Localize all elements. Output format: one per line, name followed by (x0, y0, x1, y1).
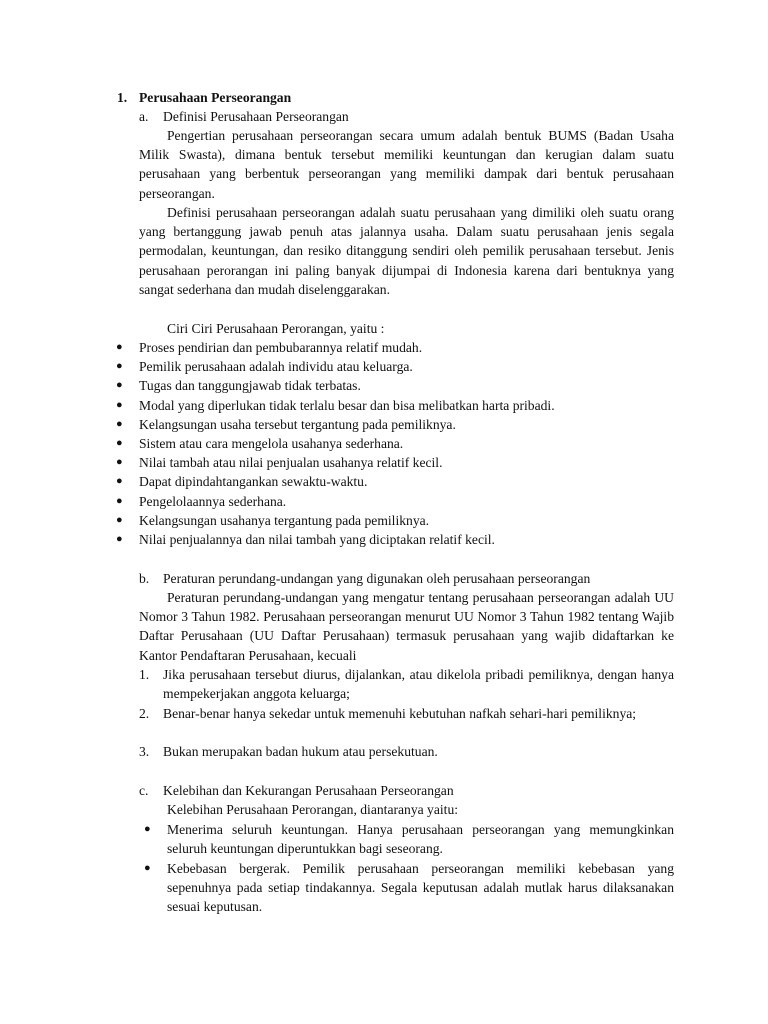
section-number: 1. (117, 90, 128, 105)
list-item: ● Modal yang diperlukan tidak terlalu besar dan bisa melibatkan harta pribadi. (116, 397, 555, 413)
section-title: Perusahaan Perseorangan (139, 90, 292, 105)
paragraph-b-1: Peraturan perundang-undangan yang mengatur tentang perusahaan perseorangan adalah UU Nomor 3 Tahun 1982. Perusahaan perseorangan menurut UU Nomor 3 Tahun 1982 tentang Wajib Daftar Perusahaan (UU Daftar Perusahaan) termasuk perusahaan yang wajib didaftarkan ke Kantor Pendaftaran Perusahaan, kecuali (139, 590, 674, 663)
ciri-intro: Ciri Ciri Perusahaan Perorangan, yaitu : (167, 321, 385, 336)
subsection-c-letter: c. (139, 783, 149, 798)
subsection-a-letter: a. (139, 109, 149, 124)
numbered-item: 2. Benar-benar hanya sekedar untuk memenuhi kebutuhan nafkah sehari-hari pemiliknya; (139, 706, 637, 721)
subsection-b-letter: b. (139, 571, 150, 586)
list-item: ● Nilai penjualannya dan nilai tambah yang diciptakan relatif kecil. (116, 531, 495, 547)
paragraph-a-2: Definisi perusahaan perseorangan adalah suatu perusahaan yang dimiliki oleh suatu orang yang bertanggung jawab penuh atas jalannya usaha. Dalam suatu perusahaan jenis segala permodalan, keuntungan, dan resiko ditanggung sendiri oleh pemilik perusahaan tersebut. Jenis perusahaan perorangan ini paling banyak dijumpai di Indonesia karena dari bentuknya yang sangat sederhana dan mudah diselenggarakan. (139, 205, 674, 297)
numbered-item: 3. Bukan merupakan badan hukum atau persekutuan. (139, 744, 438, 759)
numbered-item: 1. Jika perusahaan tersebut diurus, dijalankan, atau dikelola pribadi pemiliknya, dengan hanya mempekerjakan anggota keluarga; (139, 667, 674, 702)
list-item: ● Nilai tambah atau nilai penjualan usahanya relatif kecil. (116, 455, 443, 471)
list-item: ● Tugas dan tanggungjawab tidak terbatas. (116, 378, 361, 394)
list-item: ● Kelangsungan usahanya tergantung pada pemiliknya. (116, 512, 430, 528)
list-item: ● Proses pendirian dan pembubarannya relatif mudah. (116, 340, 423, 355)
ciri-list (0, 338, 700, 549)
kelebihan-intro: Kelebihan Perusahaan Perorangan, diantaranya yaitu: (167, 802, 459, 817)
list-item: ● Kebebasan bergerak. Pemilik perusahaan perseorangan memiliki kebebasan yang sepenuhnya pada setiap tindakannya. Segala keputusan adalah mutlak harus dilaksanakan sesuai keputusan. (144, 861, 674, 915)
paragraph-a-1: Pengertian perusahaan perseorangan secara umum adalah bentuk BUMS (Badan Usaha Milik Swasta), dimana bentuk tersebut memiliki keuntungan dan kerugian dalam suatu perusahaan yang berbentuk perseorangan yang memiliki dampak dari bentuk perusahaan perseorangan. (139, 128, 674, 201)
subsection-a-title: Definisi Perusahaan Perseorangan (163, 109, 349, 124)
list-item: ● Menerima seluruh keuntungan. Hanya perusahaan perseorangan yang memungkinkan seluruh keuntungan diperuntukkan bagi seseorang. (144, 822, 674, 857)
list-item: ● Kelangsungan usaha tersebut tergantung pada pemiliknya. (116, 416, 456, 432)
list-item: ● Pengelolaannya sederhana. (116, 493, 287, 509)
list-item: ● Dapat dipindahtangankan sewaktu-waktu. (116, 474, 368, 490)
subsection-c-title: Kelebihan dan Kekurangan Perusahaan Perseorangan (163, 783, 454, 798)
subsection-b-title: Peraturan perundang-undangan yang digunakan oleh perusahaan perseorangan (163, 571, 591, 586)
list-item: ● Sistem atau cara mengelola usahanya sederhana. (116, 435, 404, 451)
list-item: ● Pemilik perusahaan adalah individu atau keluarga. (116, 359, 413, 375)
